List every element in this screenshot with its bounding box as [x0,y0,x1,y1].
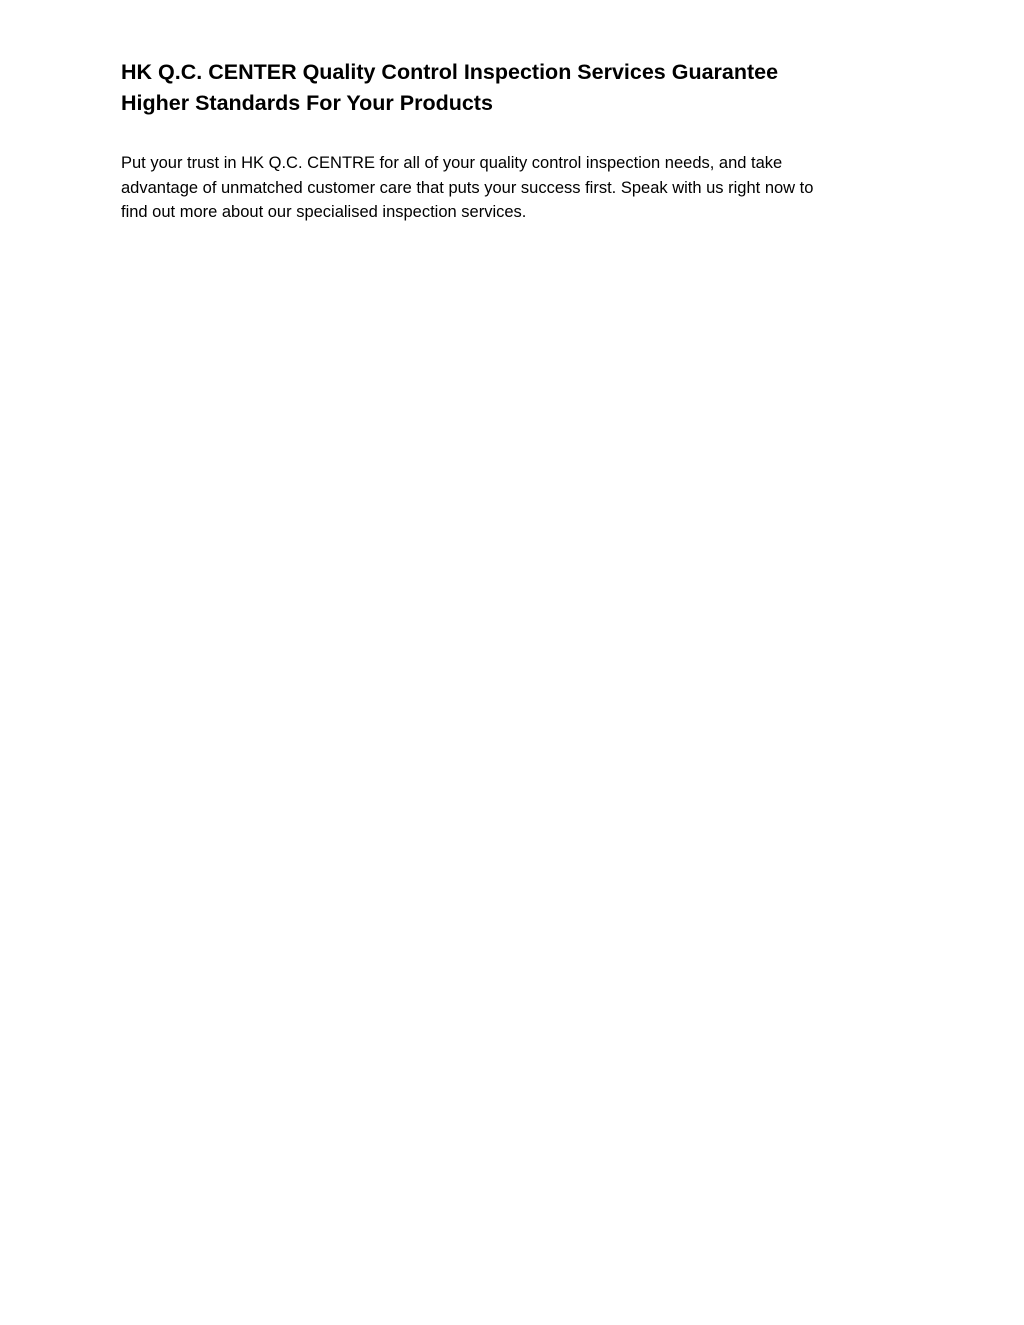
document-content [121,57,911,225]
document-title: HK Q.C. CENTER Quality Control Inspection Services Guarantee Higher Standards For Your Products [121,60,779,115]
body-paragraph: Put your trust in HK Q.C. CENTRE for all of your quality control inspection needs, and take advantage of unmatched customer care that puts your success first. Speak with us right now to find out more about our specialised inspection services. [121,154,814,221]
